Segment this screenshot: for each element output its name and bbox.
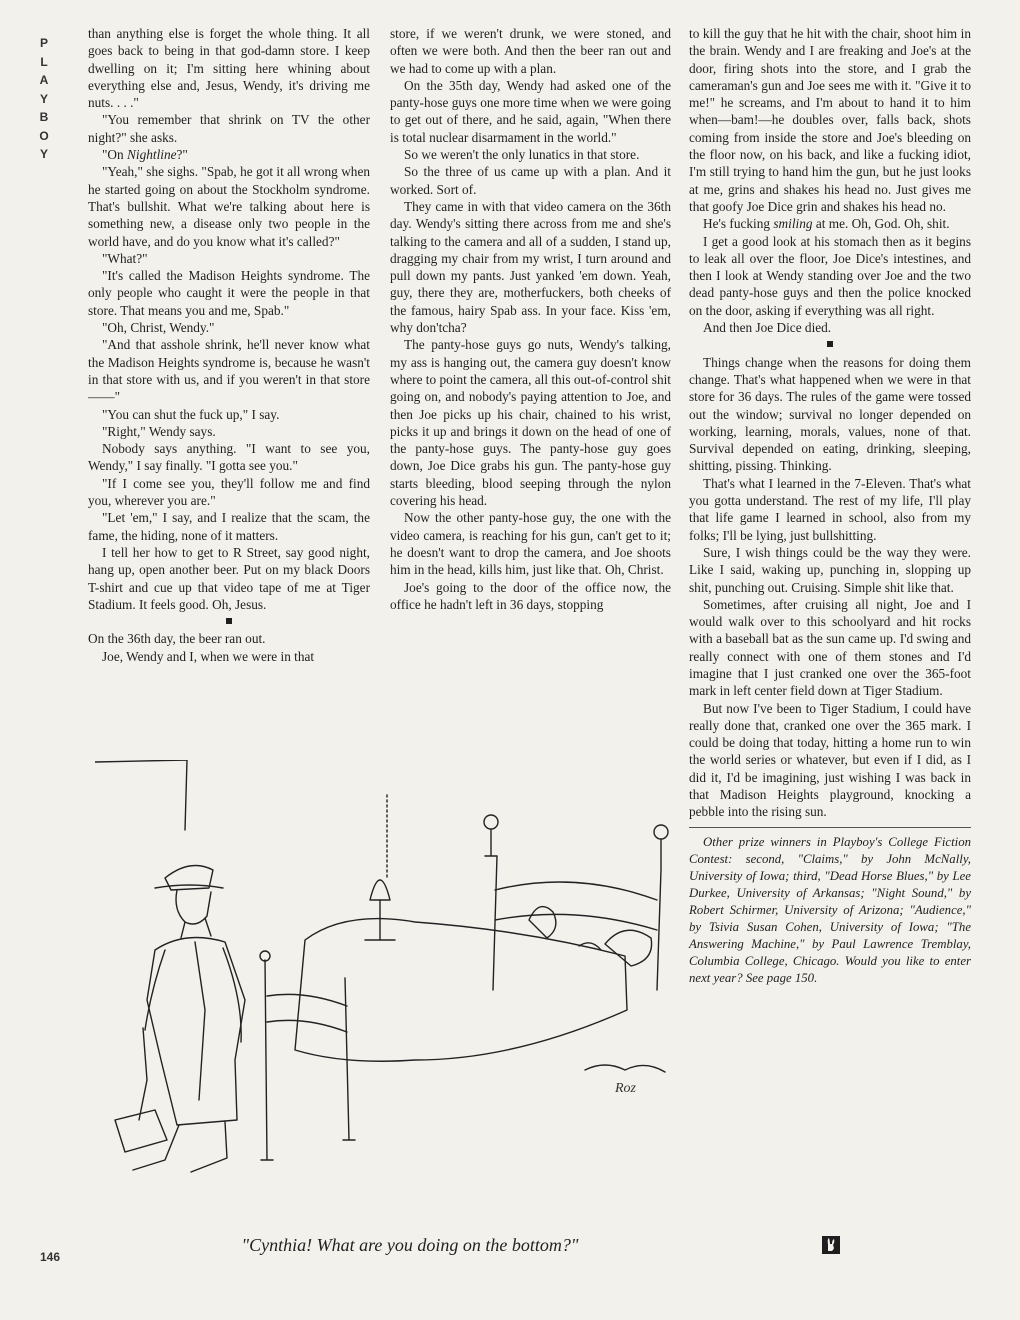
- text-column-1: [88, 25, 370, 665]
- page-number: 146: [40, 1250, 61, 1264]
- text-run: On the 36th day, the beer ran out.: [88, 631, 266, 647]
- paragraph: [689, 475, 971, 544]
- text-run: That's what I learned in the 7-Eleven. That's what you gotta understand. The rest of my life, I'll play that life game I learned in school, also from my folks; I'll be lying, just bullshitting.: [689, 475, 971, 543]
- woman-head: [529, 907, 556, 938]
- text-run: ?": [176, 147, 188, 163]
- text-run: to kill the guy that he hit with the chair, shoot him in the brain. Wendy and I are freaking and Joe's at the door, firing shots into the store, and I grab the cameraman's gun and Joe sees me with it. "Give it to me!" he screams, and I'm about to hand it to him when—bam!—he doubles over, falls back, shots coming from inside the store and Joe's bleeding on the floor now, on his back, and like a fucking idiot, I'm still trying to hand him the gun, but he just looks at me, grins and shakes his head no. Just gives me that goofy Joe Dice grin and shakes his head no.: [689, 26, 971, 214]
- paragraph: [689, 596, 971, 700]
- text-run: So we weren't the only lunatics in that store.: [404, 147, 640, 163]
- briefcase: [115, 1110, 167, 1152]
- section-break-mark: [226, 618, 232, 624]
- text-run: "And that asshole shrink, he'll never know what the Madison Heights syndrome is, because he wasn't in that store with us, and if you weren't in that store——": [88, 337, 370, 405]
- paragraph: [88, 544, 370, 613]
- man-head: [605, 930, 652, 966]
- text-run: "What?": [102, 250, 148, 266]
- running-head-letter: O: [39, 128, 49, 143]
- paragraph: [390, 579, 671, 614]
- door-frame: [95, 760, 187, 830]
- paragraph: [390, 77, 671, 146]
- text-run: He's fucking: [703, 216, 774, 232]
- bed: [260, 815, 668, 1160]
- text-run: The panty-hose guys go nuts, Wendy's talking, my ass is hanging out, the camera guy doesn't know where to point the camera, all this out-of-control shit going on, and nobody's paying attention to Joe, and then Joe picks up his chair, chained to his wrist, picks it up and brings it down on the head of one of the panty-hose guys. The panty-hose guy goes down, Joe Dice grabs his gun. The panty-hose guy starts bleeding, blood seeping through the nylon covering his head.: [390, 337, 672, 509]
- text-run: "You remember that shrink on TV the other night?" she asks.: [88, 112, 370, 145]
- paragraph: [88, 111, 370, 146]
- running-head-letter: Y: [39, 147, 48, 161]
- text-run: "Let 'em," I say, and I realize that the scam, the fame, the hiding, none of it matters.: [88, 510, 370, 543]
- text-run: So the three of us came up with a plan. And it worked. Sort of.: [390, 164, 671, 197]
- text-run: Things change when the reasons for doing them change. That's what happened when we were in that store for 36 days. The rules of the game were tossed out the window; survival no longer depended on working, learning, morals, values, none of that. Survival depended on eating, drinking, sleeping, shitting, pissing. Thinking.: [689, 354, 971, 474]
- text-run: I tell her how to get to R Street, say good night, hang up, open another beer. Put on my black Doors T-shirt and cue up that video tape of me at Tiger Stadium. It feels good. Oh, Jesus.: [88, 544, 370, 612]
- cartoon-illustration: [95, 760, 685, 1180]
- paragraph: [88, 250, 370, 267]
- text-run: Now the other panty-hose guy, the one with the video camera, is reaching for his gun, can't get to it; he doesn't want to drop the camera, and Joe shoots him in the head, kills him, just like that. Oh, Christ.: [390, 510, 671, 578]
- paragraph: [88, 630, 370, 647]
- paragraph: [390, 336, 671, 509]
- text-run: Joe's going to the door of the office now, the office he hadn't left in 36 days, stopping: [390, 579, 671, 612]
- running-head: [28, 34, 60, 164]
- paragraph: [88, 146, 370, 163]
- paragraph: [88, 163, 370, 249]
- italic-text: smiling: [773, 216, 813, 232]
- paragraph: [390, 25, 671, 77]
- text-run: than anything else is forget the whole thing. It all goes back to being in that god-damn store. I keep dwelling on it; I'm sitting here whining about everything else and, Jesus, Wendy, it's driving me nuts. . . .": [88, 26, 370, 111]
- text-run: Sure, I wish things could be the way they were. Like I said, waking up, punching in, slopping up shit, punching out. Cruising. Simple shit like that.: [689, 544, 971, 595]
- paragraph: [390, 163, 671, 198]
- paragraph: [88, 423, 370, 440]
- text-run: store, if we weren't drunk, we were stoned, and often we were both. And then the beer ran out and we had to come up with a plan.: [390, 26, 671, 76]
- paragraph: [689, 215, 971, 232]
- text-run: And then Joe Dice died.: [703, 320, 832, 336]
- artist-signature: Roz: [615, 1081, 636, 1096]
- paragraph: [390, 198, 671, 336]
- text-run: "You can shut the fuck up," I say.: [102, 406, 280, 422]
- contest-credits: [689, 827, 971, 987]
- text-run: Joe, Wendy and I, when we were in that: [102, 648, 315, 664]
- section-break-mark: [827, 341, 833, 347]
- text-run: "Oh, Christ, Wendy.": [102, 320, 215, 336]
- paragraph: [88, 406, 370, 423]
- text-column-3: [689, 25, 971, 987]
- paragraph: [88, 25, 370, 111]
- text-run: I get a good look at his stomach then as it begins to leak all over the floor, Joe Dice's intestines, and then I look at Wendy standing over Joe and the two dead panty-hose guys and then the police knocked on the door, asking if everything was all right.: [689, 233, 971, 318]
- section-break: [88, 613, 370, 630]
- paragraph: [689, 354, 971, 475]
- text-run: "On: [102, 147, 128, 163]
- text-run: On the 35th day, Wendy had asked one of the panty-hose guys one more time when we were going to get out of there, and he said, again, "When there is total nuclear disarmament in the world.": [390, 77, 671, 145]
- paragraph: [88, 648, 370, 665]
- contest-credits-text: Other prize winners in Playboy's College Fiction Contest: second, "Claims," by John McNally, University of Iowa; third, "Dead Horse Blues," by Lee Durkee, University of Arkansas; "Night Sound," by Robert Schirmer, University of Arizona; "Audience," by Tsivia Susan Cohen, University of Iowa; "The Answering Machine," by Paul Lawrence Tremblay, Columbia College, Chicago. Would you like to enter next year? See page 150.: [689, 834, 971, 985]
- paragraph: [689, 233, 971, 319]
- text-run: "If I come see you, they'll follow me and find you, wherever you are.": [88, 475, 370, 509]
- text-run: "It's called the Madison Heights syndrome. The only people who caught it were the people in that store. That means you and me, Spab.": [88, 268, 370, 318]
- paragraph: [88, 267, 370, 319]
- italic-text: Nightline: [127, 147, 177, 163]
- paragraph: [689, 700, 971, 821]
- paragraph: [88, 509, 370, 544]
- paragraph: [88, 336, 370, 405]
- cartoon-caption: "Cynthia! What are you doing on the bottom?": [241, 1235, 579, 1255]
- paragraph: [390, 509, 671, 578]
- text-run: "Yeah," she sighs. "Spab, he got it all wrong when he started going on about the Stockholm syndrome. That's bullshit. What we're talking about here is something new, a disease only two people in the world have, and do you know what it's called?": [88, 164, 370, 249]
- text-run: Nobody says anything. "I want to see you, Wendy," I say finally. "I gotta see you.": [88, 441, 370, 474]
- running-head-letter: L: [40, 54, 48, 69]
- signature-mark: [585, 1065, 665, 1072]
- running-head-letter: Y: [39, 91, 48, 106]
- rabbit-head-icon: [822, 1236, 840, 1254]
- text-run: "Right," Wendy says.: [102, 423, 216, 439]
- text-run: But now I've been to Tiger Stadium, I could have really done that, cranked one over the 365 mark. I could be doing that today, hitting a home run to win the world series or whatever, but even if I did, as I did it, I'd be imagining, just wishing I was back in that Madison Heights playground, knocking a pebble into the rising sun.: [689, 700, 971, 820]
- paragraph: [689, 319, 971, 336]
- section-break: [689, 336, 971, 353]
- paragraph: [689, 544, 971, 596]
- text-run: at me. Oh, God. Oh, shit.: [812, 216, 950, 232]
- text-column-3-body: [689, 25, 971, 821]
- man-figure: [115, 866, 245, 1173]
- running-head-letter: B: [39, 110, 49, 124]
- text-run: They came in with that video camera on the 36th day. Wendy's sitting there across from me and she's talking to the camera and all of a sudden, I stand up, dragging my chair from my wrist, I turn around and pull down my pants. Just yanked 'em down. Yeah, guy, there they are, motherfuckers, both cheeks of the famous, hairy Spab ass. In your face. Kiss 'em, why don'tcha?: [390, 198, 671, 336]
- paragraph: [88, 475, 370, 510]
- paragraph: [689, 25, 971, 215]
- paragraph: [390, 146, 671, 163]
- text-run: Sometimes, after cruising all night, Joe and I would walk over to this schoolyard and hit rocks with a baseball bat as the sun came up. I'd swing and really connect with one of them stones and I'd imagine that I just cranked one over the 365-foot mark in left center field down at Tiger Stadium.: [689, 596, 971, 699]
- running-head-letter: P: [39, 36, 48, 50]
- paragraph: [88, 440, 370, 475]
- running-head-letter: A: [39, 73, 49, 87]
- text-column-2: [390, 25, 671, 613]
- paragraph: [88, 319, 370, 336]
